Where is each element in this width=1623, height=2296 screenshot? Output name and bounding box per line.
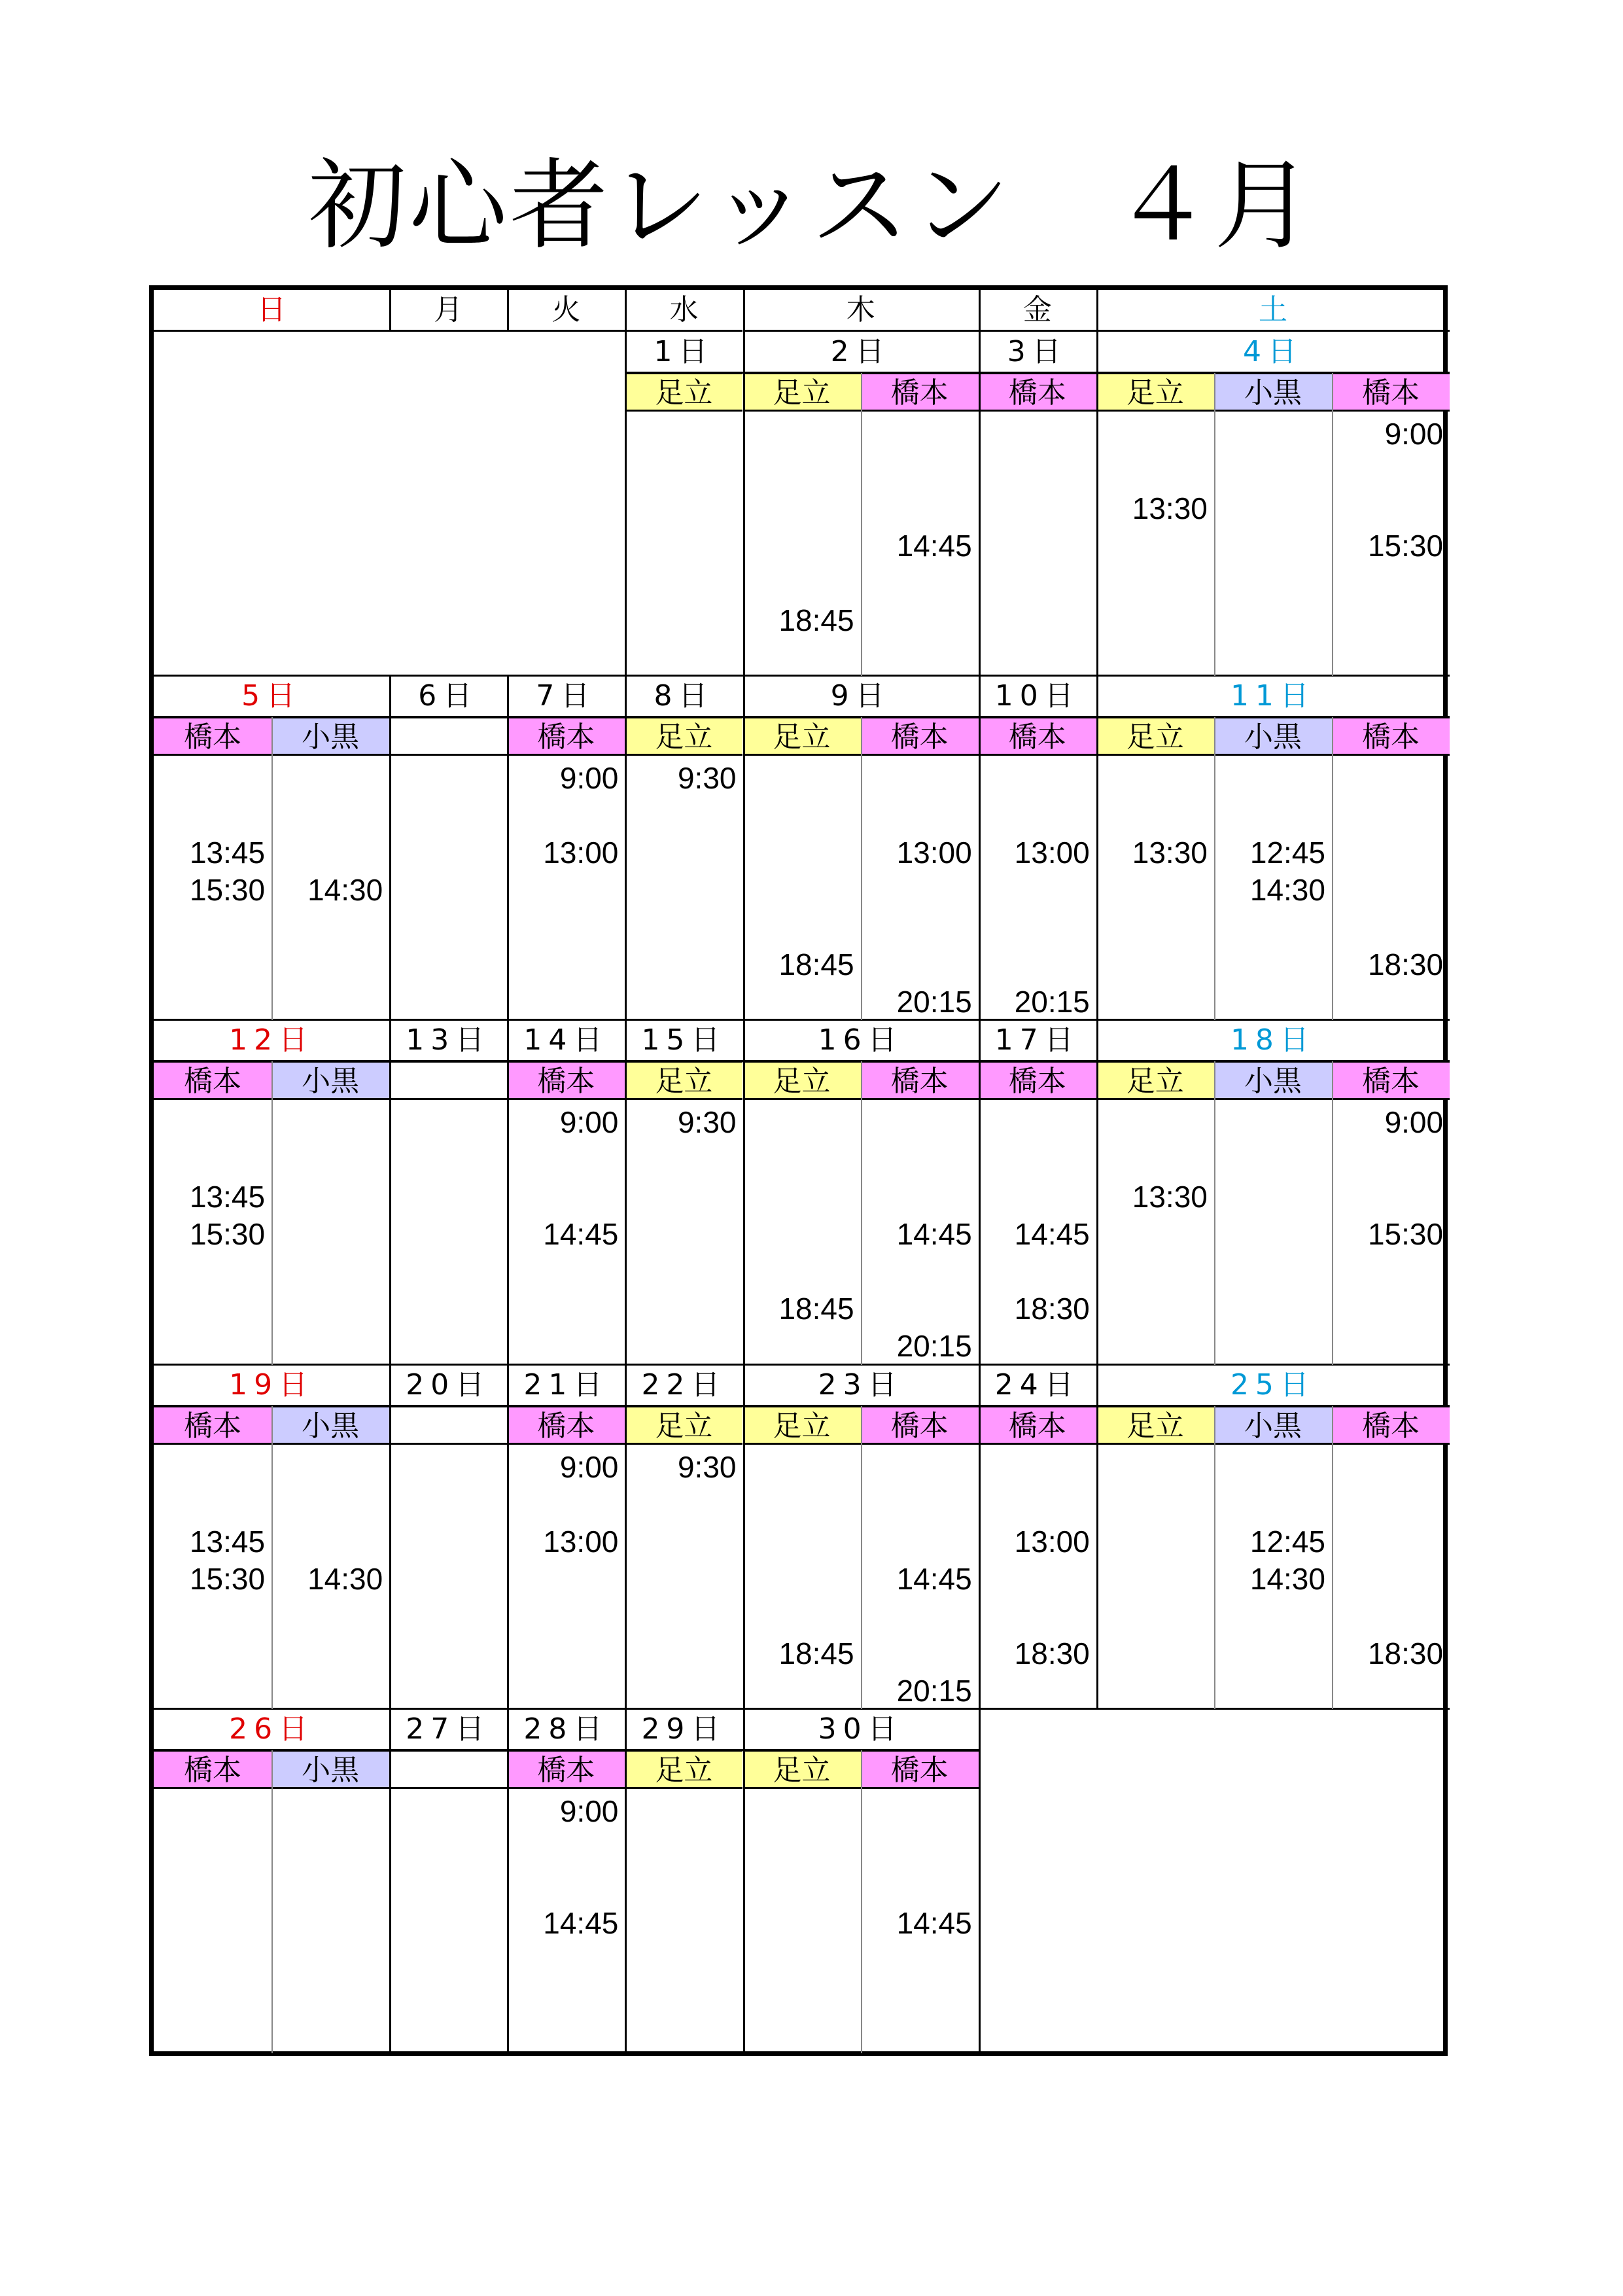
day-column-line bbox=[979, 1020, 981, 1364]
instructor-cell: 足立 bbox=[1096, 1406, 1214, 1445]
day-number: 27日 bbox=[406, 1712, 491, 1746]
instructor-cell: 足立 bbox=[625, 373, 742, 412]
instructor-cell: 小黒 bbox=[271, 1750, 389, 1789]
day-number: 16日 bbox=[818, 1023, 903, 1057]
day-number: 6日 bbox=[418, 679, 479, 713]
instructor-divider bbox=[861, 1061, 862, 1100]
day-column-line bbox=[1096, 1365, 1098, 1709]
weekday-header: 火 bbox=[507, 290, 625, 332]
lesson-time: 14:45 bbox=[896, 1905, 972, 1940]
day-column-line bbox=[625, 676, 627, 1020]
sub-column-line bbox=[1332, 412, 1333, 676]
day-number: 26日 bbox=[229, 1712, 315, 1746]
sub-column-line bbox=[271, 756, 273, 1020]
day-column-line bbox=[507, 1020, 509, 1364]
instructor-divider bbox=[1332, 373, 1333, 412]
sub-column-line bbox=[1214, 412, 1215, 676]
instructor-divider bbox=[1214, 1061, 1215, 1100]
instructor-cell: 足立 bbox=[1096, 1061, 1214, 1100]
instructor-cell: 小黒 bbox=[1214, 1061, 1332, 1100]
day-number: 22日 bbox=[641, 1368, 727, 1402]
instructor-cell: 小黒 bbox=[1214, 1406, 1332, 1445]
lesson-time: 20:15 bbox=[896, 985, 972, 1019]
day-column-line bbox=[743, 1365, 745, 1709]
instructor-cell: 橋本 bbox=[861, 1406, 979, 1445]
lesson-time: 14:45 bbox=[896, 1217, 972, 1252]
header-column-line bbox=[625, 290, 627, 332]
lesson-time: 15:30 bbox=[189, 1561, 266, 1596]
day-column-line bbox=[1096, 676, 1098, 1020]
day-column-line bbox=[1096, 332, 1098, 676]
instructor-cell: 足立 bbox=[625, 1061, 742, 1100]
instructor-divider bbox=[861, 1406, 862, 1445]
day-number: 29日 bbox=[641, 1712, 727, 1746]
instructor-cell: 足立 bbox=[743, 1061, 861, 1100]
sub-column-line bbox=[1214, 1445, 1215, 1709]
day-number: 4日 bbox=[1242, 335, 1303, 368]
lesson-time: 20:15 bbox=[896, 1329, 972, 1364]
instructor-cell: 橋本 bbox=[979, 373, 1096, 412]
instructor-divider bbox=[1214, 717, 1215, 756]
day-number: 8日 bbox=[654, 679, 714, 713]
lesson-time: 13:00 bbox=[1014, 836, 1090, 870]
lesson-time: 14:45 bbox=[543, 1217, 619, 1252]
lesson-time: 18:30 bbox=[1367, 1636, 1444, 1670]
date-row-divider bbox=[625, 372, 1450, 374]
instructor-cell: 橋本 bbox=[979, 1061, 1096, 1100]
lesson-time: 20:15 bbox=[896, 1673, 972, 1708]
instructor-cell: 橋本 bbox=[507, 1406, 625, 1445]
instructor-cell: 橋本 bbox=[861, 373, 979, 412]
lesson-time: 13:00 bbox=[1014, 1524, 1090, 1559]
sub-column-line bbox=[271, 1100, 273, 1364]
instructor-cell: 足立 bbox=[625, 717, 742, 756]
instructor-divider bbox=[1214, 373, 1215, 412]
lesson-time: 12:45 bbox=[1249, 1524, 1325, 1559]
day-number: 28日 bbox=[523, 1712, 609, 1746]
day-number: 20日 bbox=[406, 1368, 491, 1402]
lesson-time: 9:00 bbox=[559, 1449, 619, 1484]
day-number: 25日 bbox=[1230, 1368, 1316, 1402]
header-column-line bbox=[979, 290, 981, 332]
weekday-header: 土 bbox=[1096, 290, 1450, 332]
instructor-cell: 橋本 bbox=[861, 717, 979, 756]
lesson-calendar bbox=[149, 285, 1448, 2056]
lesson-time: 9:00 bbox=[559, 761, 619, 796]
instructor-cell: 橋本 bbox=[154, 1406, 271, 1445]
lesson-time: 9:00 bbox=[559, 1105, 619, 1140]
day-column-line bbox=[389, 676, 391, 1020]
instructor-cell bbox=[389, 717, 507, 756]
instructor-cell: 橋本 bbox=[1332, 1406, 1450, 1445]
day-column-line bbox=[625, 1020, 627, 1364]
instructor-cell: 足立 bbox=[625, 1406, 742, 1445]
instructor-cell: 小黒 bbox=[271, 1061, 389, 1100]
instructor-cell: 橋本 bbox=[154, 1750, 271, 1789]
instructor-divider bbox=[271, 1061, 273, 1100]
day-number: 19日 bbox=[229, 1368, 315, 1402]
instructor-cell: 小黒 bbox=[1214, 373, 1332, 412]
lesson-time: 15:30 bbox=[1367, 529, 1444, 563]
sub-column-line bbox=[1332, 1445, 1333, 1709]
sub-column-line bbox=[1214, 1100, 1215, 1364]
day-column-line bbox=[979, 676, 981, 1020]
instructor-cell: 小黒 bbox=[271, 1406, 389, 1445]
instructor-divider bbox=[271, 1750, 273, 1789]
instructor-cell: 小黒 bbox=[271, 717, 389, 756]
instructor-cell bbox=[389, 1406, 507, 1445]
day-column-line bbox=[507, 676, 509, 1020]
day-number: 18日 bbox=[1230, 1023, 1316, 1057]
instructor-divider bbox=[1332, 1061, 1333, 1100]
instructor-cell: 橋本 bbox=[1332, 373, 1450, 412]
date-row-divider bbox=[154, 1060, 1450, 1062]
lesson-time: 9:30 bbox=[677, 761, 737, 796]
instructor-divider bbox=[271, 1406, 273, 1445]
instructor-divider bbox=[861, 717, 862, 756]
instructor-cell: 小黒 bbox=[1214, 717, 1332, 756]
sub-column-line bbox=[861, 756, 862, 1020]
instructor-cell: 足立 bbox=[625, 1750, 742, 1789]
weekday-header: 木 bbox=[743, 290, 979, 332]
lesson-time: 14:45 bbox=[1014, 1217, 1090, 1252]
instructor-cell: 足立 bbox=[743, 1406, 861, 1445]
header-column-line bbox=[507, 290, 509, 332]
day-number: 2日 bbox=[830, 335, 891, 368]
weekday-header: 月 bbox=[389, 290, 507, 332]
date-row-divider bbox=[154, 1749, 979, 1751]
instructor-divider bbox=[861, 1750, 862, 1789]
day-number: 7日 bbox=[536, 679, 597, 713]
day-column-line bbox=[389, 1709, 391, 2053]
lesson-time: 18:30 bbox=[1014, 1636, 1090, 1670]
day-column-line bbox=[625, 1365, 627, 1709]
page-title: 初心者レッスン ４月 bbox=[308, 149, 1315, 263]
lesson-time: 9:00 bbox=[1384, 417, 1444, 451]
instructor-cell: 足立 bbox=[743, 373, 861, 412]
day-number: 14日 bbox=[523, 1023, 609, 1057]
day-number: 12日 bbox=[229, 1023, 315, 1057]
instructor-divider bbox=[861, 373, 862, 412]
sub-column-line bbox=[271, 1445, 273, 1709]
lesson-time: 18:30 bbox=[1367, 947, 1444, 982]
sub-column-line bbox=[271, 1789, 273, 2053]
weekday-header: 水 bbox=[625, 290, 742, 332]
lesson-time: 13:45 bbox=[189, 1180, 266, 1214]
lesson-time: 20:15 bbox=[1014, 985, 1090, 1019]
lesson-time: 13:30 bbox=[1132, 836, 1208, 870]
lesson-time: 13:45 bbox=[189, 836, 266, 870]
instructor-cell: 橋本 bbox=[979, 717, 1096, 756]
lesson-time: 18:45 bbox=[778, 947, 854, 982]
day-number: 15日 bbox=[641, 1023, 727, 1057]
day-column-line bbox=[625, 1709, 627, 2053]
instructor-cell: 橋本 bbox=[1332, 717, 1450, 756]
lesson-time: 15:30 bbox=[189, 1217, 266, 1252]
lesson-time: 13:00 bbox=[543, 836, 619, 870]
instructor-cell: 足立 bbox=[1096, 717, 1214, 756]
lesson-time: 13:30 bbox=[1132, 491, 1208, 525]
lesson-time: 18:45 bbox=[778, 603, 854, 637]
day-column-line bbox=[389, 1365, 391, 1709]
day-column-line bbox=[507, 1365, 509, 1709]
day-number: 24日 bbox=[994, 1368, 1080, 1402]
day-column-line bbox=[743, 676, 745, 1020]
lesson-time: 9:00 bbox=[559, 1793, 619, 1828]
instructor-cell bbox=[389, 1061, 507, 1100]
day-column-line bbox=[507, 1709, 509, 2053]
day-number: 17日 bbox=[994, 1023, 1080, 1057]
day-number: 10日 bbox=[994, 679, 1080, 713]
instructor-cell: 橋本 bbox=[861, 1750, 979, 1789]
lesson-time: 15:30 bbox=[189, 873, 266, 908]
instructor-divider bbox=[1214, 1406, 1215, 1445]
day-number: 1日 bbox=[654, 335, 714, 368]
instructor-cell: 橋本 bbox=[507, 1061, 625, 1100]
instructor-cell: 足立 bbox=[1096, 373, 1214, 412]
lesson-time: 14:45 bbox=[543, 1905, 619, 1940]
day-column-line bbox=[979, 1365, 981, 1709]
lesson-time: 14:30 bbox=[1249, 1561, 1325, 1596]
lesson-time: 18:45 bbox=[778, 1636, 854, 1670]
sub-column-line bbox=[861, 1100, 862, 1364]
instructor-divider bbox=[1332, 1406, 1333, 1445]
instructor-cell: 橋本 bbox=[1332, 1061, 1450, 1100]
day-column-line bbox=[625, 332, 627, 676]
instructor-cell: 橋本 bbox=[979, 1406, 1096, 1445]
day-column-line bbox=[743, 1020, 745, 1364]
sub-column-line bbox=[861, 412, 862, 676]
day-number: 3日 bbox=[1007, 335, 1068, 368]
day-number: 11日 bbox=[1230, 679, 1316, 713]
day-number: 21日 bbox=[523, 1368, 609, 1402]
lesson-time: 13:45 bbox=[189, 1524, 266, 1559]
day-number: 23日 bbox=[818, 1368, 903, 1402]
lesson-time: 14:30 bbox=[307, 1561, 383, 1596]
header-column-line bbox=[389, 290, 391, 332]
sub-column-line bbox=[1214, 756, 1215, 1020]
day-column-line bbox=[743, 332, 745, 676]
lesson-time: 9:30 bbox=[677, 1449, 737, 1484]
instructor-cell: 橋本 bbox=[154, 1061, 271, 1100]
day-column-line bbox=[979, 1709, 981, 2053]
day-column-line bbox=[743, 1709, 745, 2053]
lesson-time: 12:45 bbox=[1249, 836, 1325, 870]
day-column-line bbox=[979, 332, 981, 676]
instructor-cell: 足立 bbox=[743, 717, 861, 756]
instructor-divider bbox=[271, 717, 273, 756]
date-row-divider bbox=[154, 716, 1450, 718]
day-number: 9日 bbox=[830, 679, 891, 713]
header-column-line bbox=[743, 290, 745, 332]
instructor-cell bbox=[389, 1750, 507, 1789]
instructor-cell: 橋本 bbox=[507, 717, 625, 756]
instructor-cell: 橋本 bbox=[507, 1750, 625, 1789]
sub-column-line bbox=[861, 1445, 862, 1709]
lesson-time: 9:30 bbox=[677, 1105, 737, 1140]
lesson-time: 14:45 bbox=[896, 1561, 972, 1596]
lesson-time: 14:45 bbox=[896, 529, 972, 563]
lesson-time: 13:30 bbox=[1132, 1180, 1208, 1214]
lesson-time: 18:45 bbox=[778, 1292, 854, 1326]
day-number: 13日 bbox=[406, 1023, 491, 1057]
day-number: 30日 bbox=[818, 1712, 903, 1746]
instructor-cell: 橋本 bbox=[861, 1061, 979, 1100]
lesson-time: 14:30 bbox=[1249, 873, 1325, 908]
sub-column-line bbox=[1332, 1100, 1333, 1364]
day-column-line bbox=[389, 1020, 391, 1364]
sub-column-line bbox=[1332, 756, 1333, 1020]
date-row-divider bbox=[154, 1405, 1450, 1407]
instructor-cell: 足立 bbox=[743, 1750, 861, 1789]
instructor-divider bbox=[1332, 717, 1333, 756]
weekday-header: 金 bbox=[979, 290, 1096, 332]
day-column-line bbox=[1096, 1020, 1098, 1364]
day-number: 5日 bbox=[241, 679, 302, 713]
instructor-cell: 橋本 bbox=[154, 717, 271, 756]
lesson-time: 13:00 bbox=[896, 836, 972, 870]
lesson-time: 15:30 bbox=[1367, 1217, 1444, 1252]
sub-column-line bbox=[861, 1789, 862, 2053]
lesson-time: 14:30 bbox=[307, 873, 383, 908]
lesson-time: 9:00 bbox=[1384, 1105, 1444, 1140]
header-column-line bbox=[1096, 290, 1098, 332]
weekday-header: 日 bbox=[154, 290, 389, 332]
lesson-time: 13:00 bbox=[543, 1524, 619, 1559]
lesson-time: 18:30 bbox=[1014, 1292, 1090, 1326]
